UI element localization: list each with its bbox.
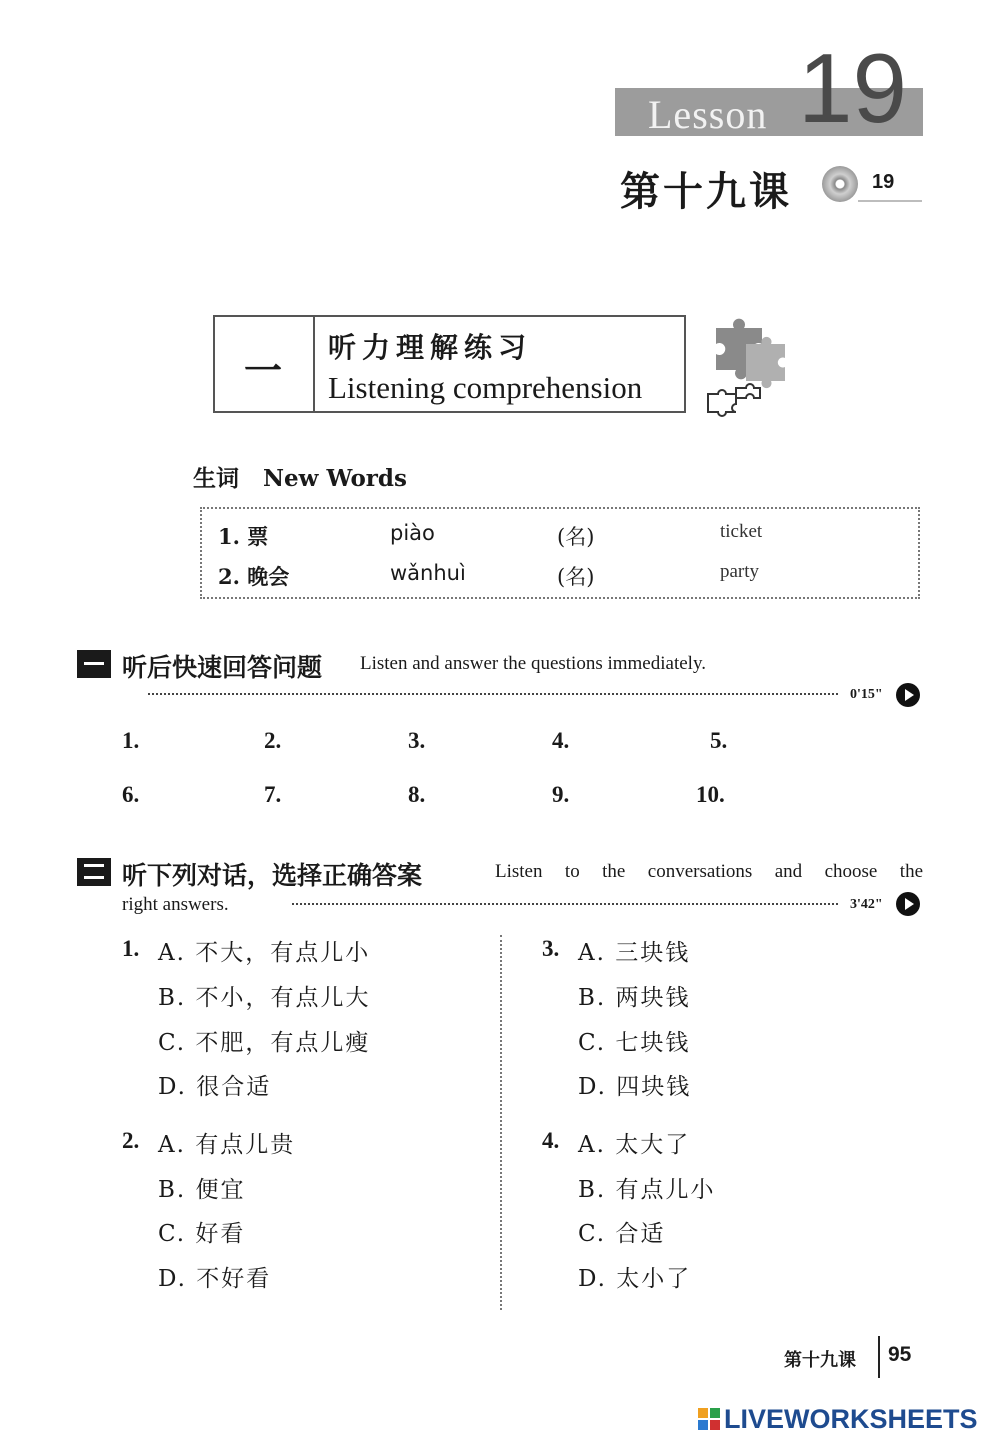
divider	[878, 1336, 880, 1378]
question-number: 6.	[122, 782, 140, 807]
question-number: 8.	[408, 782, 426, 807]
vocab-meaning: ticket	[720, 521, 763, 542]
page-number: 95	[888, 1343, 912, 1366]
question-number: 5.	[710, 728, 728, 753]
footer-lesson: 第十九课	[784, 1350, 856, 1371]
track-number: 19	[872, 171, 895, 193]
dotted-line	[148, 693, 838, 695]
answer-option[interactable]: A. 不大，有点儿小	[158, 940, 371, 966]
vocab-row	[202, 561, 922, 597]
vocab-row	[202, 521, 922, 557]
section-title-en: Listening comprehension	[328, 370, 643, 405]
dotted-line	[292, 903, 838, 905]
vocab-pinyin: piào	[390, 521, 435, 545]
answer-option[interactable]: C. 好看	[158, 1221, 246, 1247]
answer-option[interactable]: B. 不小，有点儿大	[158, 985, 371, 1011]
puzzle-icon	[702, 318, 792, 418]
vocab-pos: (名)	[557, 525, 595, 549]
play-icon[interactable]	[896, 892, 920, 916]
exercise-1-badge	[77, 650, 111, 678]
answer-option[interactable]: A. 三块钱	[578, 940, 691, 966]
question-number: 7.	[264, 782, 282, 807]
audio-time: 0'15"	[850, 687, 883, 702]
question-number: 2.	[122, 1128, 140, 1153]
exercise-2-title-cn: 听下列对话，选择正确答案	[122, 861, 423, 890]
watermark-text[interactable]: LIVEWORKSHEETS	[724, 1404, 978, 1434]
play-icon[interactable]	[896, 683, 920, 707]
vocab-word: 1. 票	[218, 524, 269, 549]
answer-option[interactable]: C. 七块钱	[578, 1030, 691, 1056]
vocab-word: 2. 晚会	[218, 564, 290, 589]
question-number: 1.	[122, 728, 140, 753]
answer-option[interactable]: B. 两块钱	[578, 985, 691, 1011]
exercise-2-badge	[77, 858, 111, 886]
question-number: 1.	[122, 936, 140, 961]
exercise-2-title-en: Listen to the conversations and choose the	[495, 861, 923, 882]
vocabulary-box	[200, 507, 920, 599]
answer-option[interactable]: B. 便宜	[158, 1177, 246, 1203]
divider	[858, 200, 922, 202]
answer-option[interactable]: C. 合适	[578, 1221, 666, 1247]
question-number: 3.	[408, 728, 426, 753]
answer-option[interactable]: D. 太小了	[578, 1266, 692, 1292]
question-number: 9.	[552, 782, 570, 807]
lesson-label: Lesson	[648, 92, 768, 137]
question-number: 10.	[696, 782, 725, 807]
audio-time: 3'42"	[850, 897, 883, 912]
answer-option[interactable]: D. 很合适	[158, 1074, 272, 1100]
question-number: 2.	[264, 728, 282, 753]
question-number: 4.	[542, 1128, 560, 1153]
section-number: 一	[244, 348, 283, 393]
exercise-1-title-cn: 听后快速回答问题	[122, 653, 323, 682]
column-divider	[500, 935, 502, 1310]
vocab-meaning: party	[720, 561, 760, 582]
cd-icon	[822, 166, 858, 202]
answer-option[interactable]: D. 四块钱	[578, 1074, 692, 1100]
exercise-1-title-en: Listen and answer the questions immediately.	[360, 653, 706, 674]
exercise-2-title-en-cont: right answers.	[122, 894, 229, 915]
lesson-title-cn: 第十九课	[620, 168, 792, 215]
answer-option[interactable]: B. 有点儿小	[578, 1177, 716, 1203]
question-number: 3.	[542, 936, 560, 961]
answer-option[interactable]: D. 不好看	[158, 1266, 272, 1292]
vocab-pos: (名)	[557, 565, 595, 589]
lesson-number: 19	[798, 33, 908, 143]
divider	[313, 315, 315, 413]
question-number: 4.	[552, 728, 570, 753]
answer-option[interactable]: C. 不肥，有点儿瘦	[158, 1030, 371, 1056]
new-words-title: 生词 New Words	[193, 465, 407, 492]
answer-option[interactable]: A. 太大了	[578, 1132, 691, 1158]
vocab-pinyin: wǎnhuì	[390, 561, 466, 585]
answer-option[interactable]: A. 有点儿贵	[158, 1132, 296, 1158]
section-title-cn: 听力理解练习	[328, 331, 533, 364]
liveworksheets-logo-icon	[698, 1408, 720, 1430]
